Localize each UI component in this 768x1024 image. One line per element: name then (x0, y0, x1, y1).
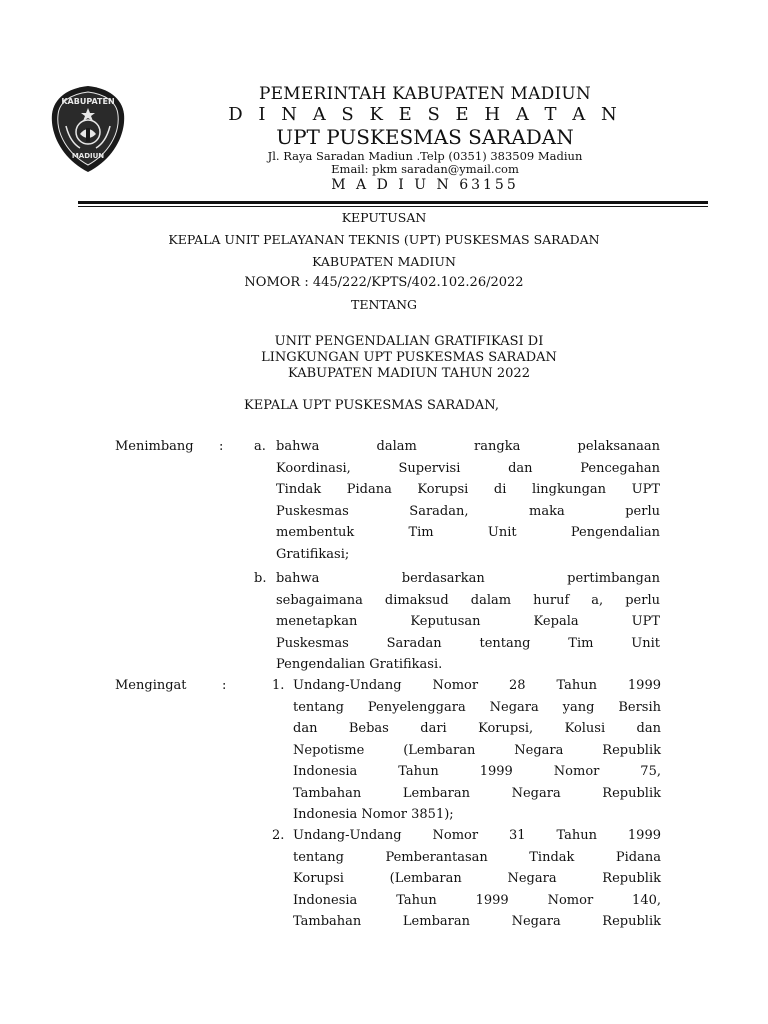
subject-line: LINGKUNGAN UPT PUSKESMAS SARADAN (261, 350, 557, 365)
text-line: Puskesmas Saradan, maka perlu (276, 503, 660, 519)
text-line: Nepotisme (Lembaran Negara Republik (293, 742, 661, 758)
text-line: Gratifikasi; (276, 546, 350, 562)
text-line: Korupsi (Lembaran Negara Republik (293, 871, 661, 886)
decree-issuer: KEPALA UNIT PELAYANAN TEKNIS (UPT) PUSKESMAS SARADAN (168, 232, 600, 247)
subject-line: UNIT PENGENDALIAN GRATIFIKASI DI (274, 334, 544, 349)
decree-opening: KEPALA UPT PUSKESMAS SARADAN, (244, 398, 499, 413)
mengingat-2-marker: 2. (272, 828, 285, 843)
text-line: menetapkan Keputusan Kepala UPT (276, 614, 660, 629)
text-line: Tambahan Lembaran Negara Republik (293, 914, 661, 929)
text-line: dan Bebas dari Korupsi, Kolusi dan (293, 721, 661, 736)
decree-region: KABUPATEN MADIUN (312, 254, 456, 269)
letterhead-city: M A D I U N 63155 (331, 177, 519, 193)
decree-number: NOMOR : 445/222/KPTS/402.102.26/2022 (244, 275, 524, 290)
text-line: membentuk Tim Unit Pengendalian (276, 525, 660, 540)
menimbang-colon: : (219, 439, 224, 454)
decree-subject (0, 334, 768, 382)
letterhead-government: PEMERINTAH KABUPATEN MADIUN (259, 84, 591, 104)
text-line: Pengendalian Gratifikasi. (276, 657, 443, 672)
text-line: sebagaimana dimaksud dalam huruf a, perlu (276, 592, 660, 608)
letterhead-agency: D I N A S K E S E H A T A N (228, 104, 622, 125)
mengingat-1-marker: 1. (272, 678, 285, 693)
menimbang-label: Menimbang (115, 439, 194, 454)
decree-heading: KEPUTUSAN (341, 210, 427, 225)
letterhead-rule-thin (78, 206, 708, 207)
text-line: tentang Penyelenggara Negara yang Bersih (293, 699, 661, 715)
subject-line: KABUPATEN MADIUN TAHUN 2022 (288, 366, 530, 381)
emblem-text-top: KABUPATEN (61, 97, 115, 106)
mengingat-1-text (293, 675, 661, 826)
emblem-text-bottom: MADIUN (71, 152, 105, 160)
letterhead-address: Jl. Raya Saradan Madiun .Telp (0351) 383509 Madiun (267, 149, 583, 163)
letterhead-email: Email: pkm saradan@ymail.com (331, 162, 519, 176)
menimbang-b-text (276, 568, 660, 676)
menimbang-b-marker: b. (254, 571, 267, 586)
letterhead-unit: UPT PUSKESMAS SARADAN (276, 125, 574, 149)
text-line: tentang Pemberantasan Tindak Pidana (293, 849, 661, 865)
text-line: Puskesmas Saradan tentang Tim Unit (276, 635, 660, 651)
mengingat-label: Mengingat (115, 678, 187, 693)
menimbang-a-text (276, 436, 660, 565)
text-line: Indonesia Tahun 1999 Nomor 140, (293, 892, 661, 908)
text-line: bahwa dalam rangka pelaksanaan (276, 439, 660, 454)
mengingat-colon: : (222, 678, 227, 693)
mengingat-2-text (293, 825, 661, 933)
decree-tentang: TENTANG (350, 297, 417, 312)
text-line: Undang-Undang Nomor 28 Tahun 1999 (293, 678, 661, 693)
menimbang-a-marker: a. (254, 439, 266, 454)
text-line: Tindak Pidana Korupsi di lingkungan UPT (276, 482, 660, 497)
kabupaten-madiun-emblem-icon (50, 84, 126, 174)
text-line: bahwa berdasarkan pertimbangan (276, 571, 660, 586)
text-line: Indonesia Nomor 3851); (293, 807, 454, 822)
text-line: Tambahan Lembaran Negara Republik (293, 785, 661, 801)
text-line: Undang-Undang Nomor 31 Tahun 1999 (293, 828, 661, 843)
text-line: Koordinasi, Supervisi dan Pencegahan (276, 460, 660, 476)
text-line: Indonesia Tahun 1999 Nomor 75, (293, 764, 661, 779)
letterhead-rule-thick (78, 201, 708, 204)
letterhead (215, 84, 635, 194)
